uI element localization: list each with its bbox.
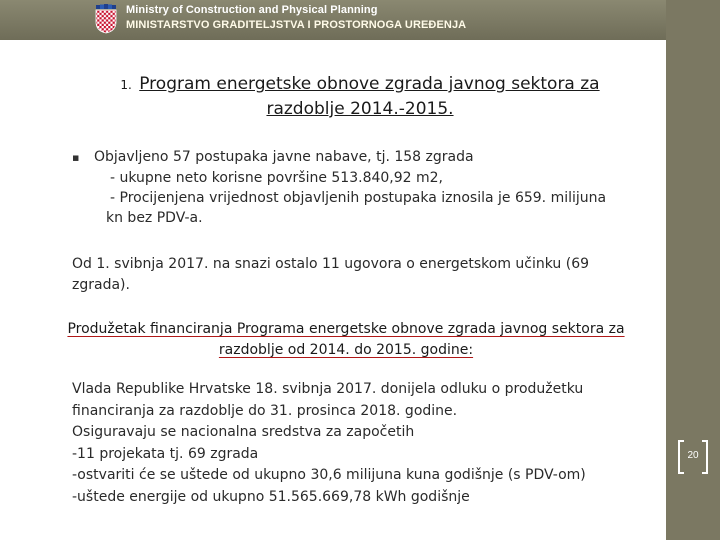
- decision-line: -uštede energije od ukupno 51.565.669,78 kWh godišnje: [72, 488, 470, 505]
- decision-line: -11 projekata tj. 69 zgrada: [72, 445, 259, 462]
- bullet-sub-line-1: - ukupne neto korisne površine 513.840,92 m2,: [110, 170, 444, 186]
- page-number: 20: [687, 450, 699, 461]
- bullet-sub-line-2: - Procijenjena vrijednost objavljenih postupaka iznosila je 659. milijuna: [110, 190, 607, 206]
- title-text-line-1: Program energetske obnove zgrada javnog sektora za: [139, 74, 600, 94]
- croatian-crest-icon: [95, 4, 117, 34]
- bullet-block: [72, 147, 642, 228]
- extension-heading: Produžetak financiranja Programa energetske obnove zgrada javnog sektora za razdoblje od 2014. do 2015. godine:: [67, 321, 625, 358]
- decision-line: Osiguravaju se nacionalna sredstva za započetih: [72, 424, 415, 440]
- decision-block: [72, 379, 647, 508]
- bullet-main-line: [72, 147, 642, 168]
- slide-title-line-1: [60, 72, 660, 97]
- header-bar: [0, 0, 666, 40]
- contracts-paragraph: Od 1. svibnja 2017. na snazi ostalo 11 ugovora o energetskom učinku (69 zgrada).: [72, 256, 590, 293]
- ministry-name-english: Ministry of Construction and Physical Planning: [126, 4, 378, 16]
- slide-title: [60, 72, 660, 121]
- decision-line: -ostvariti će se uštede od ukupno 30,6 milijuna kuna godišnje (s PDV-om): [72, 467, 586, 483]
- slide-title-line-2: [60, 97, 660, 121]
- bullet-sub-line-3: kn bez PDV-a.: [106, 210, 203, 226]
- bullet-main-text: Objavljeno 57 postupaka javne nabave, tj. 158 zgrada: [94, 149, 474, 165]
- square-bullet-icon: ▪: [72, 151, 80, 164]
- title-number: 1.: [120, 78, 132, 92]
- decision-line: Vlada Republike Hrvatske 18. svibnja 2017. donijela odluku o produžetku: [72, 381, 584, 397]
- title-text-line-2: razdoblje 2014.-2015.: [266, 99, 454, 119]
- ministry-name-croatian: MINISTARSTVO GRADITELJSTVA I PROSTORNOGA UREĐENJA: [126, 19, 467, 31]
- decision-line: financiranja za razdoblje do 31. prosinca 2018. godine.: [72, 402, 458, 419]
